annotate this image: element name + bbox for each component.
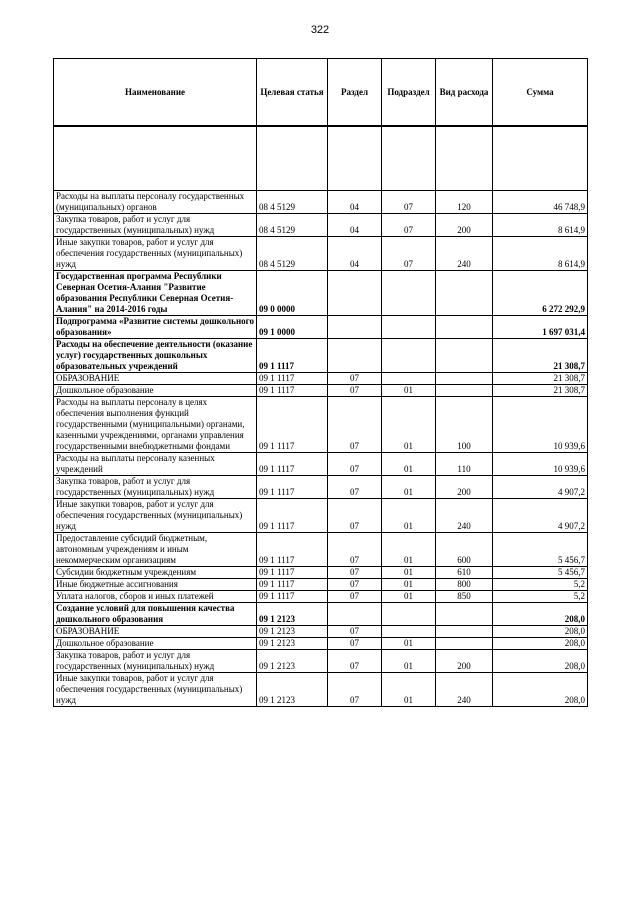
table-row: [54, 533, 588, 567]
row-amount-cell: 21 308,7: [493, 339, 588, 373]
row-subsection-cell: 01: [382, 638, 436, 650]
row-section-cell: 07: [328, 673, 382, 707]
row-amount-cell: 10 939,6: [493, 397, 588, 453]
row-section-cell: 07: [328, 579, 382, 591]
table-row: [54, 567, 588, 579]
row-section-cell: 04: [328, 214, 382, 237]
row-section-cell: 04: [328, 237, 382, 271]
row-subsection-cell: 01: [382, 476, 436, 499]
row-name-cell: Дошкольное образование: [54, 385, 257, 397]
row-section-cell: 07: [328, 591, 382, 603]
column-header-target: Целевая статья: [257, 59, 328, 127]
row-target-cell: 08 4 5129: [257, 214, 328, 237]
row-name-cell: Подпрограмма «Развитие системы дошкольного образования»: [54, 316, 257, 339]
row-amount-cell: 4 907,2: [493, 499, 588, 533]
row-target-cell: 09 1 1117: [257, 591, 328, 603]
row-target-cell: 09 1 0000: [257, 316, 328, 339]
table-row: [54, 271, 588, 316]
table-row: [54, 499, 588, 533]
table-row: [54, 650, 588, 673]
row-name-cell: Создание условий для повышения качества дошкольного образования: [54, 603, 257, 626]
row-name-cell: Дошкольное образование: [54, 638, 257, 650]
row-type-cell: [436, 626, 493, 638]
row-section-cell: 07: [328, 385, 382, 397]
table-row: [54, 626, 588, 638]
row-subsection-cell: 01: [382, 673, 436, 707]
row-target-cell: 09 1 2123: [257, 673, 328, 707]
row-section-cell: 07: [328, 638, 382, 650]
row-subsection-cell: 01: [382, 567, 436, 579]
row-name-cell: Закупка товаров, работ и услуг для государственных (муниципальных) нужд: [54, 214, 257, 237]
table-row: [54, 191, 588, 214]
row-type-cell: [436, 638, 493, 650]
row-target-cell: 09 1 1117: [257, 397, 328, 453]
row-target-cell: 08 4 5129: [257, 191, 328, 214]
row-amount-cell: 5,2: [493, 591, 588, 603]
row-section-cell: [328, 339, 382, 373]
row-type-cell: 240: [436, 237, 493, 271]
row-amount-cell: 8 614,9: [493, 237, 588, 271]
row-amount-cell: 6 272 292,9: [493, 271, 588, 316]
row-target-cell: 09 1 1117: [257, 533, 328, 567]
row-target-cell: 09 1 2123: [257, 650, 328, 673]
table-row: [54, 476, 588, 499]
row-name-cell: Иные бюджетные ассигнования: [54, 579, 257, 591]
row-type-cell: 240: [436, 499, 493, 533]
row-target-cell: 09 0 0000: [257, 271, 328, 316]
row-amount-cell: 21 308,7: [493, 373, 588, 385]
row-name-cell: ОБРАЗОВАНИЕ: [54, 626, 257, 638]
row-type-cell: 600: [436, 533, 493, 567]
row-name-cell: Иные закупки товаров, работ и услуг для обеспечения государственных (муниципальных) нужд: [54, 237, 257, 271]
row-amount-cell: 208,0: [493, 673, 588, 707]
table-row: [54, 339, 588, 373]
row-target-cell: 09 1 1117: [257, 499, 328, 533]
row-subsection-cell: [382, 626, 436, 638]
row-section-cell: 07: [328, 453, 382, 476]
table-row: [54, 638, 588, 650]
row-amount-cell: 10 939,6: [493, 453, 588, 476]
row-section-cell: 07: [328, 499, 382, 533]
row-name-cell: ОБРАЗОВАНИЕ: [54, 373, 257, 385]
row-target-cell: 09 1 1117: [257, 567, 328, 579]
row-section-cell: 07: [328, 650, 382, 673]
row-type-cell: [436, 316, 493, 339]
row-name-cell: Субсидии бюджетным учреждениям: [54, 567, 257, 579]
row-section-cell: 07: [328, 567, 382, 579]
row-amount-cell: 208,0: [493, 603, 588, 626]
table-row: [54, 603, 588, 626]
row-type-cell: 200: [436, 476, 493, 499]
table-row: [54, 397, 588, 453]
row-type-cell: 200: [436, 650, 493, 673]
table-row: [54, 579, 588, 591]
row-section-cell: 07: [328, 397, 382, 453]
row-amount-cell: 208,0: [493, 650, 588, 673]
row-target-cell: 09 1 1117: [257, 385, 328, 397]
row-type-cell: 610: [436, 567, 493, 579]
row-amount-cell: 5,2: [493, 579, 588, 591]
row-name-cell: Государственная программа Республики Северная Осетия-Алания "Развитие образования Республики Северная Осетия-Алания" на 2014-2016 годы: [54, 271, 257, 316]
row-subsection-cell: 01: [382, 533, 436, 567]
table-row: [54, 373, 588, 385]
row-type-cell: [436, 339, 493, 373]
row-type-cell: [436, 271, 493, 316]
row-target-cell: 09 1 1117: [257, 453, 328, 476]
column-header-subsection: Подраздел: [382, 59, 436, 127]
row-section-cell: 07: [328, 476, 382, 499]
row-subsection-cell: 01: [382, 453, 436, 476]
column-header-name: Наименование: [54, 59, 257, 127]
row-type-cell: 800: [436, 579, 493, 591]
row-section-cell: [328, 316, 382, 339]
row-subsection-cell: 01: [382, 385, 436, 397]
table-row: [54, 591, 588, 603]
row-target-cell: 09 1 1117: [257, 339, 328, 373]
row-amount-cell: 4 907,2: [493, 476, 588, 499]
row-amount-cell: 8 614,9: [493, 214, 588, 237]
row-type-cell: [436, 603, 493, 626]
row-subsection-cell: 01: [382, 499, 436, 533]
row-type-cell: 110: [436, 453, 493, 476]
row-name-cell: Закупка товаров, работ и услуг для государственных (муниципальных) нужд: [54, 476, 257, 499]
row-subsection-cell: 01: [382, 650, 436, 673]
column-header-section: Раздел: [328, 59, 382, 127]
row-type-cell: 850: [436, 591, 493, 603]
row-amount-cell: 5 456,7: [493, 533, 588, 567]
row-amount-cell: 208,0: [493, 638, 588, 650]
row-type-cell: 100: [436, 397, 493, 453]
row-subsection-cell: [382, 339, 436, 373]
row-amount-cell: 208,0: [493, 626, 588, 638]
row-target-cell: 09 1 2123: [257, 603, 328, 626]
row-type-cell: 240: [436, 673, 493, 707]
table-row: [54, 214, 588, 237]
row-name-cell: Закупка товаров, работ и услуг для государственных (муниципальных) нужд: [54, 650, 257, 673]
row-section-cell: 07: [328, 533, 382, 567]
row-amount-cell: 5 456,7: [493, 567, 588, 579]
row-target-cell: 09 1 2123: [257, 626, 328, 638]
table-header-row: [54, 59, 588, 127]
column-header-amount: Сумма: [493, 59, 588, 127]
row-type-cell: [436, 385, 493, 397]
row-type-cell: 120: [436, 191, 493, 214]
table-row: [54, 673, 588, 707]
row-amount-cell: 1 697 031,4: [493, 316, 588, 339]
budget-table: [53, 58, 588, 707]
row-name-cell: Иные закупки товаров, работ и услуг для обеспечения государственных (муниципальных) нужд: [54, 673, 257, 707]
spacer-row: [54, 126, 588, 191]
table-row: [54, 316, 588, 339]
table-row: [54, 237, 588, 271]
row-section-cell: 07: [328, 626, 382, 638]
row-section-cell: [328, 271, 382, 316]
row-name-cell: Расходы на обеспечение деятельности (оказание услуг) государственных дошкольных образовательных учреждений: [54, 339, 257, 373]
row-subsection-cell: 07: [382, 214, 436, 237]
row-section-cell: [328, 603, 382, 626]
row-section-cell: 07: [328, 373, 382, 385]
row-section-cell: 04: [328, 191, 382, 214]
row-name-cell: Предоставление субсидий бюджетным, автономным учреждениям и иным некоммерческим организациям: [54, 533, 257, 567]
row-subsection-cell: 01: [382, 591, 436, 603]
row-subsection-cell: 07: [382, 237, 436, 271]
row-target-cell: 09 1 1117: [257, 579, 328, 591]
table-body: [54, 126, 588, 707]
row-subsection-cell: [382, 316, 436, 339]
row-amount-cell: 46 748,9: [493, 191, 588, 214]
column-header-type: Вид расхода: [436, 59, 493, 127]
row-subsection-cell: [382, 373, 436, 385]
row-name-cell: Расходы на выплаты персоналу казенных учреждений: [54, 453, 257, 476]
row-type-cell: [436, 373, 493, 385]
row-subsection-cell: [382, 603, 436, 626]
row-name-cell: Иные закупки товаров, работ и услуг для обеспечения государственных (муниципальных) нужд: [54, 499, 257, 533]
row-target-cell: 09 1 1117: [257, 373, 328, 385]
row-subsection-cell: 01: [382, 579, 436, 591]
table-row: [54, 453, 588, 476]
row-subsection-cell: 07: [382, 191, 436, 214]
row-target-cell: 08 4 5129: [257, 237, 328, 271]
row-name-cell: Уплата налогов, сборов и иных платежей: [54, 591, 257, 603]
row-name-cell: Расходы на выплаты персоналу в целях обеспечения выполнения функций государственными (муниципальными) органами, казенными учреждениями, органами управления государственными внебюджетными фондами: [54, 397, 257, 453]
row-amount-cell: 21 308,7: [493, 385, 588, 397]
row-subsection-cell: [382, 271, 436, 316]
row-target-cell: 09 1 2123: [257, 638, 328, 650]
row-name-cell: Расходы на выплаты персоналу государственных (муниципальных) органов: [54, 191, 257, 214]
row-target-cell: 09 1 1117: [257, 476, 328, 499]
table-row: [54, 385, 588, 397]
row-subsection-cell: 01: [382, 397, 436, 453]
page-number: 322: [310, 24, 330, 36]
row-type-cell: 200: [436, 214, 493, 237]
